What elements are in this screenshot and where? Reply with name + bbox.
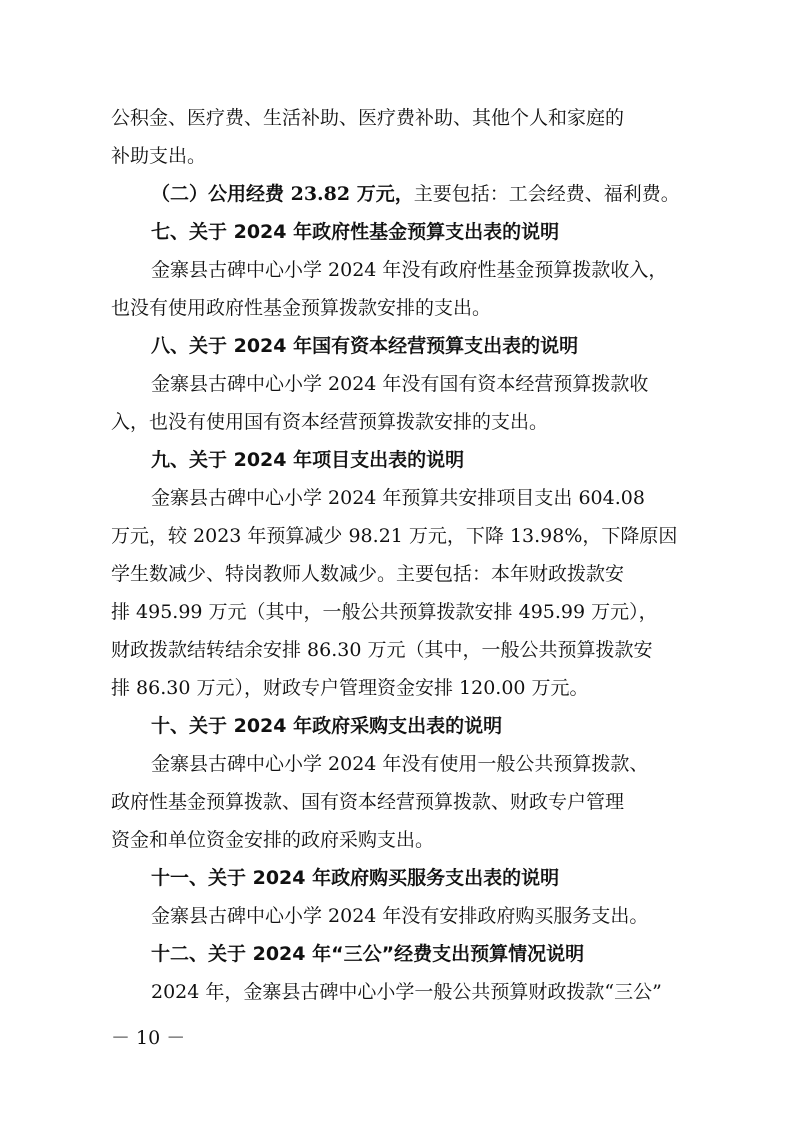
section-heading: 九、关于 2024 年项目支出表的说明	[151, 449, 465, 471]
paragraph-line: 金寨县古碑中心小学 2024 年没有使用一般公共预算拨款、	[151, 753, 649, 775]
page-number: － 10 －	[111, 1027, 186, 1049]
paragraph-line: 金寨县古碑中心小学 2024 年没有政府性基金预算拨款收入，	[151, 259, 668, 281]
section-heading: 十二、关于 2024 年“三公”经费支出预算情况说明	[151, 943, 585, 965]
section-heading: 七、关于 2024 年政府性基金预算支出表的说明	[151, 221, 560, 243]
subheading-text: （二）公用经费 23.82 万元，	[151, 183, 414, 205]
paragraph-line: 金寨县古碑中心小学 2024 年预算共安排项目支出 604.08	[151, 487, 645, 509]
paragraph-line: 资金和单位资金安排的政府采购支出。	[111, 829, 435, 851]
paragraph-text: 主要包括：工会经费、福利费。	[413, 183, 680, 205]
paragraph-line: 财政拨款结转结余安排 86.30 万元（其中，一般公共预算拨款安	[111, 639, 653, 661]
paragraph-line: 万元，较 2023 年预算减少 98.21 万元，下降 13.98%，下降原因	[111, 525, 678, 547]
paragraph-line: 公积金、医疗费、生活补助、医疗费补助、其他个人和家庭的	[111, 107, 625, 129]
paragraph-line: 金寨县古碑中心小学 2024 年没有安排政府购买服务支出。	[151, 905, 649, 927]
paragraph-line: 2024 年，金寨县古碑中心小学一般公共预算财政拨款“三公”	[151, 981, 662, 1003]
section-heading: 十一、关于 2024 年政府购买服务支出表的说明	[151, 867, 560, 889]
paragraph-line: 排 495.99 万元（其中，一般公共预算拨款安排 495.99 万元），	[111, 601, 658, 623]
paragraph-line: 补助支出。	[111, 145, 207, 167]
section-heading: 十、关于 2024 年政府采购支出表的说明	[151, 715, 503, 737]
paragraph-line: 金寨县古碑中心小学 2024 年没有国有资本经营预算拨款收	[151, 373, 649, 395]
section-heading: 八、关于 2024 年国有资本经营预算支出表的说明	[151, 335, 579, 357]
paragraph-line: 排 86.30 万元），财政专户管理资金安排 120.00 万元。	[111, 677, 589, 699]
paragraph-line	[151, 182, 680, 206]
paragraph-line: 入，也没有使用国有资本经营预算拨款安排的支出。	[111, 411, 549, 433]
paragraph-line: 政府性基金预算拨款、国有资本经营预算拨款、财政专户管理	[111, 791, 625, 813]
paragraph-line: 也没有使用政府性基金预算拨款安排的支出。	[111, 297, 492, 319]
paragraph-line: 学生数减少、特岗教师人数减少。主要包括：本年财政拨款安	[111, 563, 625, 585]
